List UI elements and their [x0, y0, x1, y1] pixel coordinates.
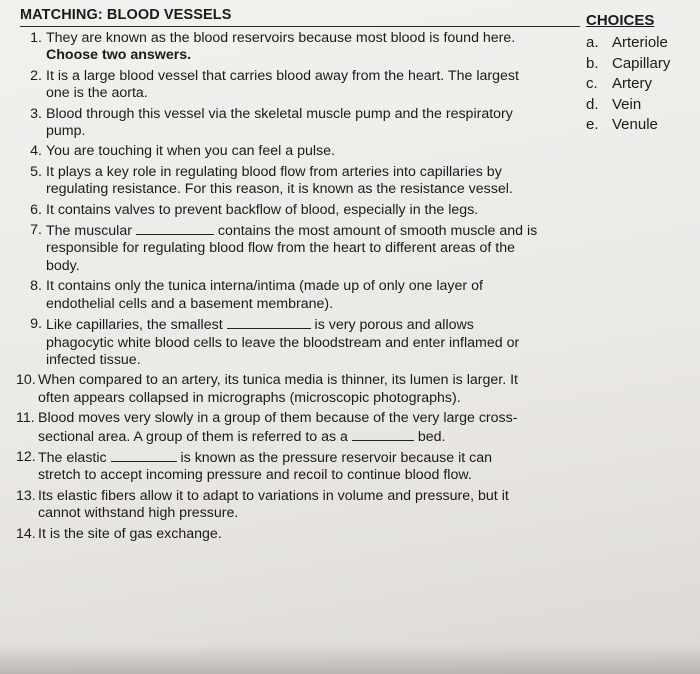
question-number: 4. — [30, 143, 42, 160]
choice-label: Capillary — [612, 54, 671, 72]
question-instruction: Choose two answers. — [46, 47, 192, 64]
question-1 — [18, 30, 538, 65]
question-text: Blood through this vessel via the skeletal muscle pump and the respiratory pump. — [46, 105, 513, 140]
question-6 — [18, 202, 538, 219]
choice-item — [586, 33, 670, 54]
answer-blank[interactable] — [352, 428, 414, 441]
question-number: 1. — [30, 30, 42, 46]
choice-label: Arteriole — [612, 34, 668, 51]
question-7 — [18, 222, 538, 275]
question-14 — [18, 526, 538, 543]
question-text: Blood moves very slowly in a group of them because of the very large cross-sectional area. A group of them is referred to as a — [38, 410, 518, 445]
question-number: 2. — [30, 67, 42, 84]
choices-box — [586, 12, 670, 136]
page-shadow — [0, 644, 700, 674]
question-number: 11. — [16, 410, 35, 427]
question-text: is very porous and allows phagocytic white blood cells to leave the bloodstream and enter inflamed or infected tissue. — [46, 317, 520, 368]
question-13 — [18, 488, 538, 523]
choice-letter: a. — [586, 34, 599, 51]
question-11 — [18, 410, 538, 446]
question-number: 5. — [30, 163, 42, 180]
question-number: 9. — [30, 316, 42, 333]
choice-letter: b. — [586, 54, 599, 72]
choice-item — [586, 54, 670, 75]
question-text: It contains valves to prevent backflow of blood, especially in the legs. — [46, 201, 479, 218]
question-10 — [18, 372, 538, 407]
question-number: 13. — [16, 487, 36, 504]
question-text: It is the site of gas exchange. — [38, 525, 222, 542]
question-number: 8. — [30, 278, 42, 295]
choice-letter: c. — [586, 75, 598, 92]
question-5 — [18, 164, 538, 199]
choices-heading: CHOICES — [586, 12, 655, 29]
title-underline — [20, 26, 580, 27]
question-text: The elastic — [38, 449, 107, 466]
choice-item — [586, 95, 670, 116]
answer-blank[interactable] — [136, 222, 214, 235]
question-8 — [18, 278, 538, 313]
question-text: Its elastic fibers allow it to adapt to variations in volume and pressure, but it cannot withstand high pressure. — [38, 487, 509, 522]
question-text: is known as the pressure reservoir because it can stretch to accept incoming pressure and recoil to continue blood flow. — [38, 449, 493, 484]
question-text: It is a large blood vessel that carries blood away from the heart. The largest one is the aorta. — [46, 67, 519, 102]
question-text: Like capillaries, the smallest — [46, 317, 223, 334]
choice-item — [586, 115, 670, 136]
question-number: 12. — [16, 448, 36, 465]
question-text: The muscular — [46, 223, 132, 240]
question-3 — [18, 106, 538, 141]
choice-letter: d. — [586, 95, 599, 113]
question-text: bed. — [417, 428, 446, 445]
question-4 — [18, 143, 538, 160]
question-text: contains the most amount of smooth muscle and is responsible for regulating blood flow from the heart to different areas of the body. — [46, 223, 538, 274]
question-number: 3. — [30, 105, 42, 122]
question-text: It contains only the tunica interna/intima (made up of only one layer of endothelial cells and a basement membrane). — [46, 278, 483, 312]
question-number: 7. — [30, 222, 42, 239]
choice-letter: e. — [586, 116, 599, 133]
question-text: They are known as the blood reservoirs because most blood is found here. — [46, 30, 516, 46]
question-number: 6. — [30, 201, 42, 218]
choice-item — [586, 74, 670, 95]
question-2 — [18, 68, 538, 103]
question-number: 14. — [16, 525, 36, 542]
choice-label: Venule — [612, 116, 658, 133]
question-text: You are touching it when you can feel a pulse. — [46, 143, 335, 160]
choice-label: Vein — [612, 95, 642, 113]
worksheet-title: MATCHING: BLOOD VESSELS — [20, 7, 232, 23]
question-number: 10. — [16, 372, 36, 389]
answer-blank[interactable] — [111, 449, 177, 462]
answer-blank[interactable] — [227, 316, 311, 329]
question-text: It plays a key role in regulating blood flow from arteries into capillaries by regulating resistance. For this reason, it is known as the resistance vessel. — [46, 163, 513, 198]
question-9 — [18, 316, 538, 369]
question-list — [18, 30, 538, 546]
question-12 — [18, 449, 538, 485]
choice-label: Artery — [612, 75, 653, 92]
question-text: When compared to an artery, its tunica media is thinner, its lumen is larger. It often appears collapsed in micrographs (microscopic photographs). — [38, 372, 518, 406]
